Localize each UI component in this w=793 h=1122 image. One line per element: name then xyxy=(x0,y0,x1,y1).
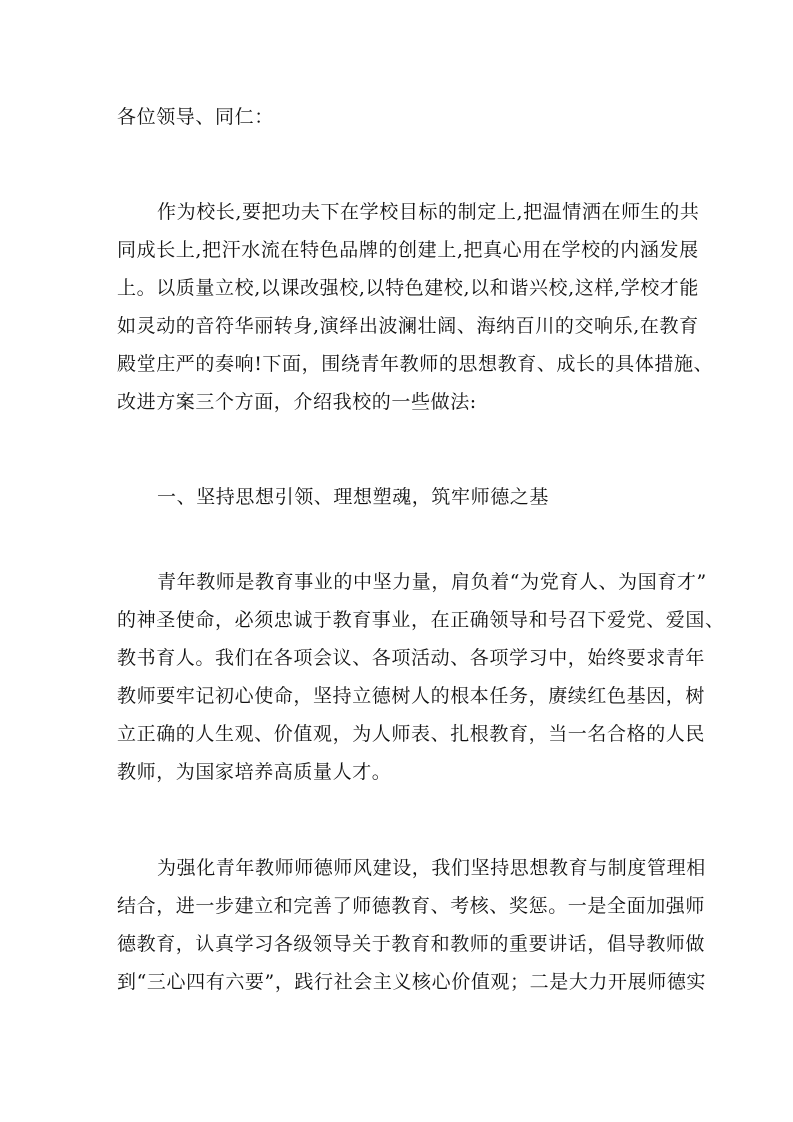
paragraph-line: 教师，为国家培养高质量人才。 xyxy=(117,761,392,783)
paragraph-line: 立正确的人生观、价值观，为人师表、扎根教育，当一名合格的人民 xyxy=(117,723,706,745)
paragraph-line: 到“三心四有六要”，践行社会主义核心价值观；二是大力开展师德实 xyxy=(117,971,707,993)
salutation: 各位领导、同仁： xyxy=(117,106,274,128)
paragraph-line: 同成长上,把汗水流在特色品牌的创建上,把真心用在学校的内涵发展 xyxy=(117,239,699,261)
section-heading: 一、坚持思想引领、理想塑魂，筑牢师德之基 xyxy=(157,486,550,508)
paragraph-line: 作为校长,要把功夫下在学校目标的制定上,把温情洒在师生的共 xyxy=(157,201,700,223)
paragraph-line: 结合，进一步建立和完善了师德教育、考核、奖惩。一是全面加强师 xyxy=(117,895,706,917)
paragraph-line: 殿堂庄严的奏响!下面，围绕青年教师的思想教育、成长的具体措施、 xyxy=(117,353,714,375)
paragraph-line: 的神圣使命，必须忠诚于教育事业，在正确领导和号召下爱党、爱国、 xyxy=(117,609,725,631)
paragraph-line: 教书育人。我们在各项会议、各项活动、各项学习中，始终要求青年 xyxy=(117,647,706,669)
paragraph-line: 上。以质量立校,以课改强校,以特色建校,以和谐兴校,这样,学校才能 xyxy=(117,277,699,299)
paragraph-line: 改进方案三个方面，介绍我校的一些做法: xyxy=(117,391,477,413)
paragraph-line: 德教育，认真学习各级领导关于教育和教师的重要讲话，倡导教师做 xyxy=(117,933,706,955)
paragraph-line: 教师要牢记初心使命，坚持立德树人的根本任务，赓续红色基因，树 xyxy=(117,685,706,707)
paragraph-line: 青年教师是教育事业的中坚力量，肩负着“为党育人、为国育才” xyxy=(157,571,707,593)
paragraph-line: 如灵动的音符华丽转身,演绎出波澜壮阔、海纳百川的交响乐,在教育 xyxy=(117,315,699,337)
paragraph-line: 为强化青年教师师德师风建设，我们坚持思想教育与制度管理相 xyxy=(157,857,706,879)
